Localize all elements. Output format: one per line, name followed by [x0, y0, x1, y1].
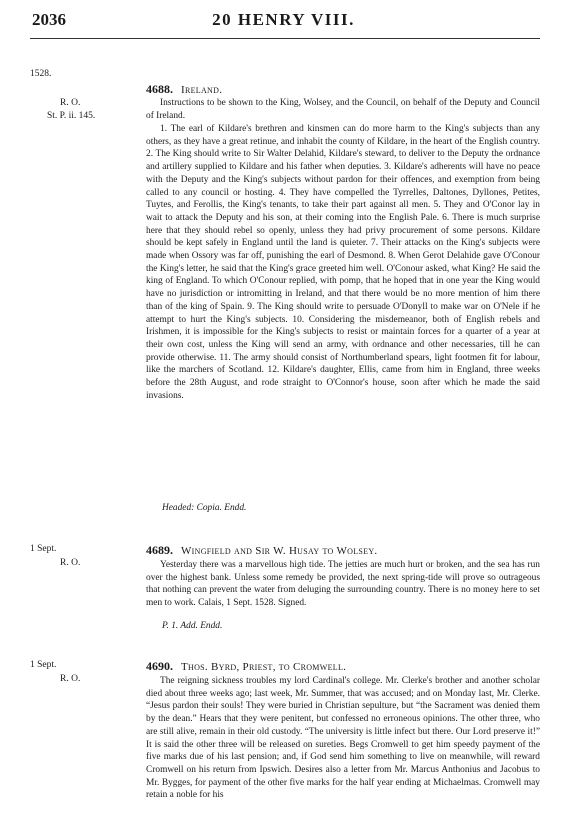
entry-title: Wingfield and Sir W. Husay to Wolsey. — [181, 545, 378, 557]
entry-heading — [146, 543, 377, 558]
entry-body: Yesterday there was a marvellous high tide. The jetties are much hurt or broken, and the sea has run over the highest bank. Unless some remedy be provided, the next spring-tide will prove so outrageous that nothing can prevent the water from deluging the surrounding country. There is no money here to set men to work. Calais, 1 Sept. 1528. Signed. — [146, 560, 540, 609]
entry-number: 4690. — [146, 659, 173, 673]
header-rule — [30, 38, 540, 39]
margin-ref: R. O. — [60, 558, 81, 568]
entry-title: Thos. Byrd, Priest, to Cromwell. — [181, 661, 347, 673]
entry-body: 1. The earl of Kildare's brethren and kinsmen can do more harm to the King's subjects than any others, as they have a great retinue, and inhabit the county of Kildare, in the heart of the English country. 2. The King should write to Sir Walter Delahid, Kildare's steward, to deliver to the Deputy the ordnance and artillery supplied to Kildare and his father when deputies. 3. Kildare's adherents will have no peace with the Deputy and the King's subjects without pardon for their offences, and exemption from being called to any council or hosting. 4. They have compelled the Tyrrelles, Daltones, Dyllones, Petites, Tuytes, and Ferollis, the King's tenants, to take their part against all men. 5. They and O'Conor lay in wait to attack the Deputy and his son, at their coming into the English Pale. 6. There is much surprise here that they should rebel so openly, unless they had privy procurement of some persons. Kildare should be kept safely in England until the land is quieter. 7. Their attacks on the King's subjects were made when Ossory was far off, punishing the earl of Desmond. 8. When Gerot Delahide gave O'Conour the King's letter, he said that the King's grace greeted him well. O'Conour asked, what King? He said the king of England. To which O'Conour replied, with pomp, that he hoped that in one year the King would have no jurisdiction or intromitting in Ireland, and that there would be no more mention of him there than of the king of Spain. 9. The King should write to persuade O'Donyll to make war on O'Nele if he attempt to hurt the King's subjects. 10. Considering the misdemeanor, both of English rebels and Irishmen, it is impossible for the King's subjects to resist or maintain forces for a quarter of a year at their own cost, unless the King will send an army, with ordnance and other necessaries, till he can provide otherwise. 11. The army should consist of Northumberland spears, light footmen fit for labour, like the marchers of Scotland. 12. Kildare's daughter, Ellis, came from him in England, three weeks before the 28th August, and rode straight to O'Connor's house, soon after which he made the said invasions. — [146, 124, 540, 401]
entry-endnote: Headed: Copia. Endd. — [162, 503, 247, 513]
entry-number: 4689. — [146, 543, 173, 557]
entry-heading — [146, 659, 346, 674]
entry-endnote: P. 1. Add. Endd. — [162, 621, 223, 631]
margin-ref: R. O. — [60, 674, 81, 684]
margin-ref-secondary: St. P. ii. 145. — [47, 111, 96, 121]
margin-ref: R. O. — [60, 98, 81, 108]
entry-number: 4688. — [146, 82, 173, 96]
page-number: 2036 — [32, 10, 66, 29]
entry-body: The reigning sickness troubles my lord Cardinal's college. Mr. Clerke's brother and another scholar died about three weeks ago; last week, Mr. Summer, that was accused; and on Monday last, Mr. Clerke. “Jesus pardon their souls! They were buried in Christian sepulture, but “the Sacrament was denied them by the dean.” Hears that they were penitent, but confessed no erroneous opinions. The other three, who are still alive, remain in their old custody. “The university is little infect but there. Our Lord preserve it!” It is said the other three will be released on sureties. Begs Cromwell to get him speedy payment of the five marks due of his last pension; and, if God send him something to live on meanwhile, will reward Cromwell on his return from Ipswich. Desires also a letter from Mr. Marcus Anthonius and Jacobus to Mr. Bygges, for payment of the other five marks for the half year ending at Michaelmas. Cromwell may retain a noble for his — [146, 676, 540, 801]
entry-intro: Instructions to be shown to the King, Wolsey, and the Council, on behalf of the Deputy and Council of Ireland. — [146, 98, 540, 121]
page-header — [0, 10, 567, 36]
entry-heading — [146, 82, 222, 97]
entry-title: Ireland. — [181, 84, 223, 96]
entry-date: 1 Sept. — [30, 544, 57, 554]
year-label: 1528. — [30, 69, 52, 79]
entry-date: 1 Sept. — [30, 660, 57, 670]
running-title: 20 HENRY VIII. — [212, 10, 355, 29]
